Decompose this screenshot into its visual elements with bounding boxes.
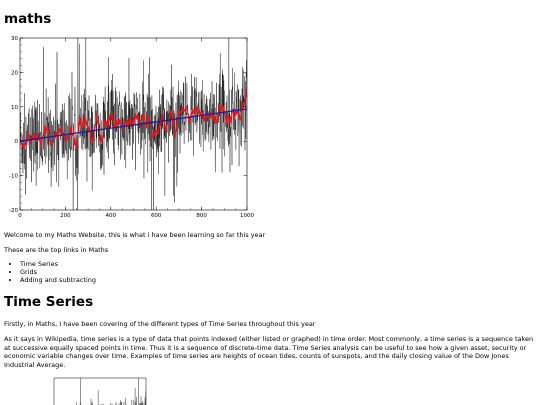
x-tick-label: 800 — [196, 213, 207, 219]
links-list — [4, 260, 96, 284]
y-tick-label: -10 — [9, 173, 18, 180]
link-item-time-series[interactable]: • Time Series — [20, 260, 96, 268]
y-tick-label: 20 — [11, 70, 18, 77]
x-tick-label: 600 — [150, 213, 162, 219]
y-tick-label: 10 — [11, 104, 18, 111]
x-tick-label: 1000 — [240, 213, 254, 219]
link-item-grids[interactable]: • Grids — [20, 268, 96, 276]
time-series-chart — [4, 34, 259, 224]
x-tick-label: 400 — [105, 213, 117, 219]
link-item-adding-subtracting[interactable]: • Adding and subtracting — [20, 276, 96, 284]
thumbnail-raw-line — [54, 374, 146, 405]
time-series-thumbnail — [50, 374, 150, 405]
x-tick-label: 0 — [18, 213, 22, 219]
links-intro-text: These are the top links in Maths — [4, 246, 109, 254]
y-tick-label: 30 — [11, 36, 18, 42]
y-tick-label: 0 — [14, 139, 18, 146]
section-intro-text: Firstly, in Maths, I have been covering of the different types of Time Series throughout this year — [4, 320, 316, 328]
section-title: Time Series — [4, 294, 94, 310]
x-tick-label: 200 — [60, 213, 71, 219]
welcome-text: Welcome to my Maths Website, this is what i have been learning so far this year — [4, 231, 266, 239]
section-body-text: As it says in Wikipedia, time series is a type of data that points indexed (either listed or graphed) in time order. Most commonly, a time series is a sequence taken at successive equally spaced points in time. Thus it is a sequence of discrete-time data. Time Series analysis can be useful to see how a given asset, security or economic variable changes over time. Examples of time series are heights of ocean tides, counts of sunspots, and the daily closing value of the Dow Jones Industrial Average. — [4, 335, 534, 369]
series-raw-line — [20, 34, 247, 223]
y-tick-label: -20 — [9, 208, 18, 214]
page-title: maths — [4, 11, 52, 27]
